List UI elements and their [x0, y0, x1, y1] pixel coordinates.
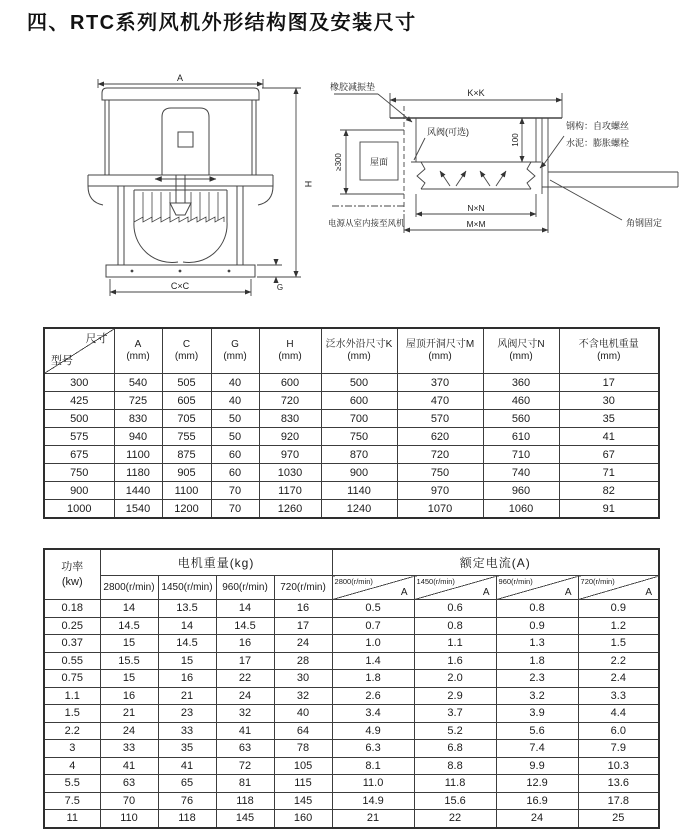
current-cell: 0.8: [414, 617, 496, 635]
current-cell: 3.3: [578, 687, 659, 705]
value-cell: 1070: [397, 500, 483, 519]
current-cell: 1.8: [332, 670, 414, 688]
weight-cell: 14.5: [216, 617, 274, 635]
power-cell: 1.5: [44, 705, 100, 723]
value-cell: 1200: [162, 500, 211, 519]
current-cell: 1.5: [578, 635, 659, 653]
value-cell: 60: [211, 446, 259, 464]
model-cell: 750: [44, 464, 114, 482]
dim-g-label: G: [276, 283, 284, 292]
damper-label: 风阀(可选): [427, 127, 469, 137]
dim-mxm-label: M×M: [466, 219, 486, 229]
value-cell: 720: [259, 392, 321, 410]
current-cell: 2.6: [332, 687, 414, 705]
current-cell: 0.6: [414, 600, 496, 618]
value-cell: 60: [211, 464, 259, 482]
current-cell: 16.9: [496, 792, 578, 810]
value-cell: 740: [483, 464, 559, 482]
dimension-table-row: [44, 410, 659, 428]
value-cell: 725: [114, 392, 162, 410]
power-cell: 4: [44, 757, 100, 775]
cement-fixing-label: 水泥：膨胀螺栓: [566, 138, 630, 148]
weight-cell: 15: [100, 635, 158, 653]
current-cell: 5.2: [414, 722, 496, 740]
weight-cell: 16: [100, 687, 158, 705]
bolt-holes: [131, 270, 231, 273]
col-header-roof-opening-m: 屋顶开洞尺寸M (mm): [397, 328, 483, 374]
model-cell: 425: [44, 392, 114, 410]
power-note-label: 电源从室内接至风机: [328, 218, 405, 228]
weight-cell: 81: [216, 775, 274, 793]
current-cell: 3.9: [496, 705, 578, 723]
col-header-weight: 不含电机重量 (mm): [559, 328, 659, 374]
value-cell: 470: [397, 392, 483, 410]
value-cell: 70: [211, 500, 259, 519]
current-cell: 11.8: [414, 775, 496, 793]
current-cell: 2.2: [578, 652, 659, 670]
weight-cell: 14: [216, 600, 274, 618]
current-speed-960: 960(r/min) A: [496, 576, 578, 600]
value-cell: 710: [483, 446, 559, 464]
current-cell: 11.0: [332, 775, 414, 793]
motor-table-row: [44, 600, 659, 618]
weight-cell: 110: [100, 810, 158, 828]
current-cell: 0.8: [496, 600, 578, 618]
weight-cell: 17: [216, 652, 274, 670]
dimension-table-row: [44, 374, 659, 392]
weight-cell: 14: [158, 617, 216, 635]
dimension-table-row: [44, 392, 659, 410]
rubber-pad-label: 橡胶减振垫: [330, 82, 376, 92]
value-cell: 40: [211, 374, 259, 392]
dimension-table-row: [44, 500, 659, 519]
current-cell: 9.9: [496, 757, 578, 775]
current-cell: 4.4: [578, 705, 659, 723]
motor-table-group-row: [44, 549, 659, 576]
current-cell: 2.4: [578, 670, 659, 688]
weight-cell: 14.5: [100, 617, 158, 635]
dimension-lines: [98, 79, 301, 296]
value-cell: 970: [259, 446, 321, 464]
power-cell: 0.25: [44, 617, 100, 635]
dim-h-label: H: [303, 180, 313, 188]
weight-cell: 33: [158, 722, 216, 740]
value-cell: 605: [162, 392, 211, 410]
current-cell: 0.7: [332, 617, 414, 635]
current-cell: 0.9: [578, 600, 659, 618]
power-header-cell: 功率 (kw): [44, 549, 100, 600]
value-cell: 940: [114, 428, 162, 446]
value-cell: 750: [397, 464, 483, 482]
value-cell: 960: [483, 482, 559, 500]
weight-cell: 64: [274, 722, 332, 740]
value-cell: 70: [211, 482, 259, 500]
value-cell: 1180: [114, 464, 162, 482]
current-cell: 1.4: [332, 652, 414, 670]
model-cell: 900: [44, 482, 114, 500]
weight-cell: 17: [274, 617, 332, 635]
current-cell: 7.9: [578, 740, 659, 758]
weight-cell: 63: [216, 740, 274, 758]
current-cell: 10.3: [578, 757, 659, 775]
weight-speed-720: 720(r/min): [274, 576, 332, 600]
weight-cell: 41: [158, 757, 216, 775]
weight-cell: 24: [274, 635, 332, 653]
model-cell: 1000: [44, 500, 114, 519]
value-cell: 720: [397, 446, 483, 464]
weight-cell: 32: [274, 687, 332, 705]
power-cell: 3: [44, 740, 100, 758]
current-cell: 0.9: [496, 617, 578, 635]
value-cell: 600: [321, 392, 397, 410]
weight-cell: 14.5: [158, 635, 216, 653]
value-cell: 875: [162, 446, 211, 464]
value-cell: 71: [559, 464, 659, 482]
current-cell: 12.9: [496, 775, 578, 793]
weight-cell: 15.5: [100, 652, 158, 670]
value-cell: 50: [211, 410, 259, 428]
power-cell: 0.37: [44, 635, 100, 653]
value-cell: 35: [559, 410, 659, 428]
motor-table-row: [44, 687, 659, 705]
value-cell: 830: [259, 410, 321, 428]
model-cell: 575: [44, 428, 114, 446]
value-cell: 600: [259, 374, 321, 392]
value-cell: 540: [114, 374, 162, 392]
weight-speed-1450: 1450(r/min): [158, 576, 216, 600]
weight-cell: 14: [100, 600, 158, 618]
value-cell: 1100: [162, 482, 211, 500]
value-cell: 50: [211, 428, 259, 446]
roof-installation-drawing: [326, 74, 698, 254]
power-cell: 0.75: [44, 670, 100, 688]
current-cell: 2.3: [496, 670, 578, 688]
value-cell: 1060: [483, 500, 559, 519]
weight-cell: 15: [100, 670, 158, 688]
current-speed-720: 720(r/min) A: [578, 576, 659, 600]
dimension-table-row: [44, 482, 659, 500]
motor-table-speed-row: [44, 576, 659, 600]
motor-table-row: [44, 652, 659, 670]
value-cell: 1440: [114, 482, 162, 500]
weight-cell: 16: [216, 635, 274, 653]
weight-cell: 13.5: [158, 600, 216, 618]
current-cell: 2.0: [414, 670, 496, 688]
value-cell: 82: [559, 482, 659, 500]
weight-cell: 105: [274, 757, 332, 775]
current-cell: 5.6: [496, 722, 578, 740]
weight-cell: 22: [216, 670, 274, 688]
weight-cell: 28: [274, 652, 332, 670]
value-cell: 460: [483, 392, 559, 410]
current-cell: 0.5: [332, 600, 414, 618]
roof-label: 屋面: [369, 157, 389, 167]
weight-cell: 35: [158, 740, 216, 758]
col-header-h: H (mm): [259, 328, 321, 374]
weight-cell: 145: [216, 810, 274, 828]
current-cell: 3.7: [414, 705, 496, 723]
current-cell: 1.8: [496, 652, 578, 670]
dimension-table-row: [44, 464, 659, 482]
value-cell: 920: [259, 428, 321, 446]
value-cell: 1100: [114, 446, 162, 464]
current-cell: 4.9: [332, 722, 414, 740]
power-cell: 5.5: [44, 775, 100, 793]
current-speed-1450: 1450(r/min) A: [414, 576, 496, 600]
fan-body: [88, 88, 273, 277]
current-cell: 17.8: [578, 792, 659, 810]
current-cell: 25: [578, 810, 659, 828]
col-header-damper-n: 风阀尺寸N (mm): [483, 328, 559, 374]
weight-cell: 32: [216, 705, 274, 723]
weight-cell: 21: [158, 687, 216, 705]
power-cell: 0.18: [44, 600, 100, 618]
dimension-table-row: [44, 446, 659, 464]
weight-cell: 16: [274, 600, 332, 618]
angle-steel-label: 角钢固定: [626, 218, 663, 228]
value-cell: 505: [162, 374, 211, 392]
weight-cell: 160: [274, 810, 332, 828]
current-cell: 3.2: [496, 687, 578, 705]
current-group-header: 额定电流(A): [332, 549, 659, 576]
fan-outline-drawing: [58, 72, 320, 292]
dim-a-label: A: [176, 73, 184, 83]
current-cell: 8.8: [414, 757, 496, 775]
current-cell: 22: [414, 810, 496, 828]
col-header-c: C (mm): [162, 328, 211, 374]
motor-table: [43, 548, 660, 829]
weight-cell: 118: [216, 792, 274, 810]
value-cell: 705: [162, 410, 211, 428]
motor-table-row: [44, 740, 659, 758]
value-cell: 41: [559, 428, 659, 446]
col-header-a: A (mm): [114, 328, 162, 374]
weight-speed-960: 960(r/min): [216, 576, 274, 600]
value-cell: 500: [321, 374, 397, 392]
current-cell: 15.6: [414, 792, 496, 810]
motor-table-row: [44, 722, 659, 740]
current-cell: 8.1: [332, 757, 414, 775]
weight-cell: 24: [216, 687, 274, 705]
weight-cell: 15: [158, 652, 216, 670]
power-cell: 0.55: [44, 652, 100, 670]
current-cell: 3.4: [332, 705, 414, 723]
weight-cell: 78: [274, 740, 332, 758]
value-cell: 370: [397, 374, 483, 392]
current-cell: 1.2: [578, 617, 659, 635]
weight-cell: 76: [158, 792, 216, 810]
value-cell: 1030: [259, 464, 321, 482]
value-cell: 560: [483, 410, 559, 428]
current-cell: 1.3: [496, 635, 578, 653]
current-cell: 6.3: [332, 740, 414, 758]
value-cell: 67: [559, 446, 659, 464]
value-cell: 1240: [321, 500, 397, 519]
current-cell: 1.0: [332, 635, 414, 653]
power-cell: 7.5: [44, 792, 100, 810]
weight-cell: 63: [100, 775, 158, 793]
corner-size-label: 尺寸: [85, 333, 108, 345]
dimension-table-header-row: [44, 328, 659, 374]
current-cell: 1.1: [414, 635, 496, 653]
motor-table-row: [44, 792, 659, 810]
current-cell: 21: [332, 810, 414, 828]
value-cell: 1540: [114, 500, 162, 519]
dim-100-label: 100: [511, 133, 520, 147]
value-cell: 755: [162, 428, 211, 446]
col-header-g: G (mm): [211, 328, 259, 374]
weight-cell: 65: [158, 775, 216, 793]
corner-header-cell: [44, 328, 114, 374]
current-cell: 24: [496, 810, 578, 828]
weight-cell: 30: [274, 670, 332, 688]
weight-cell: 33: [100, 740, 158, 758]
weight-cell: 21: [100, 705, 158, 723]
current-cell: 1.6: [414, 652, 496, 670]
value-cell: 17: [559, 374, 659, 392]
value-cell: 970: [397, 482, 483, 500]
motor-table-row: [44, 757, 659, 775]
value-cell: 1170: [259, 482, 321, 500]
weight-cell: 70: [100, 792, 158, 810]
corner-model-label: 型号: [51, 355, 73, 368]
value-cell: 570: [397, 410, 483, 428]
weight-cell: 23: [158, 705, 216, 723]
steel-fixing-label: 钢构：自攻螺丝: [566, 121, 630, 131]
current-speed-2800: 2800(r/min) A: [332, 576, 414, 600]
power-cell: 1.1: [44, 687, 100, 705]
current-cell: 6.0: [578, 722, 659, 740]
weight-cell: 40: [274, 705, 332, 723]
value-cell: 610: [483, 428, 559, 446]
current-cell: 6.8: [414, 740, 496, 758]
weight-cell: 24: [100, 722, 158, 740]
current-cell: 7.4: [496, 740, 578, 758]
weight-speed-2800: 2800(r/min): [100, 576, 158, 600]
weight-cell: 115: [274, 775, 332, 793]
value-cell: 360: [483, 374, 559, 392]
value-cell: 905: [162, 464, 211, 482]
current-cell: 13.6: [578, 775, 659, 793]
value-cell: 1140: [321, 482, 397, 500]
value-cell: 870: [321, 446, 397, 464]
dimension-table-row: [44, 428, 659, 446]
motor-table-row: [44, 670, 659, 688]
dim-nxn-label: N×N: [467, 203, 485, 213]
model-cell: 500: [44, 410, 114, 428]
power-cell: 11: [44, 810, 100, 828]
weight-cell: 72: [216, 757, 274, 775]
value-cell: 830: [114, 410, 162, 428]
current-cell: 2.9: [414, 687, 496, 705]
weight-cell: 16: [158, 670, 216, 688]
page-title: 四、RTC系列风机外形结构图及安装尺寸: [27, 12, 417, 34]
model-cell: 675: [44, 446, 114, 464]
value-cell: 620: [397, 428, 483, 446]
motor-table-row: [44, 635, 659, 653]
motor-table-row: [44, 810, 659, 828]
motor-table-row: [44, 617, 659, 635]
model-cell: 300: [44, 374, 114, 392]
dim-cxc-label: C×C: [170, 281, 190, 291]
value-cell: 1260: [259, 500, 321, 519]
value-cell: 900: [321, 464, 397, 482]
value-cell: 750: [321, 428, 397, 446]
weight-cell: 41: [100, 757, 158, 775]
motor-table-row: [44, 705, 659, 723]
current-cell: 14.9: [332, 792, 414, 810]
dim-kxk-label: K×K: [467, 88, 485, 98]
weight-group-header: 电机重量(kg): [100, 549, 332, 576]
weight-cell: 41: [216, 722, 274, 740]
power-cell: 2.2: [44, 722, 100, 740]
dim-300-label: ≥300: [334, 153, 343, 171]
motor-table-row: [44, 775, 659, 793]
col-header-flashing-k: 泛水外沿尺寸K (mm): [321, 328, 397, 374]
weight-cell: 118: [158, 810, 216, 828]
value-cell: 30: [559, 392, 659, 410]
dimension-table: [43, 327, 660, 519]
weight-cell: 145: [274, 792, 332, 810]
value-cell: 40: [211, 392, 259, 410]
value-cell: 91: [559, 500, 659, 519]
value-cell: 700: [321, 410, 397, 428]
